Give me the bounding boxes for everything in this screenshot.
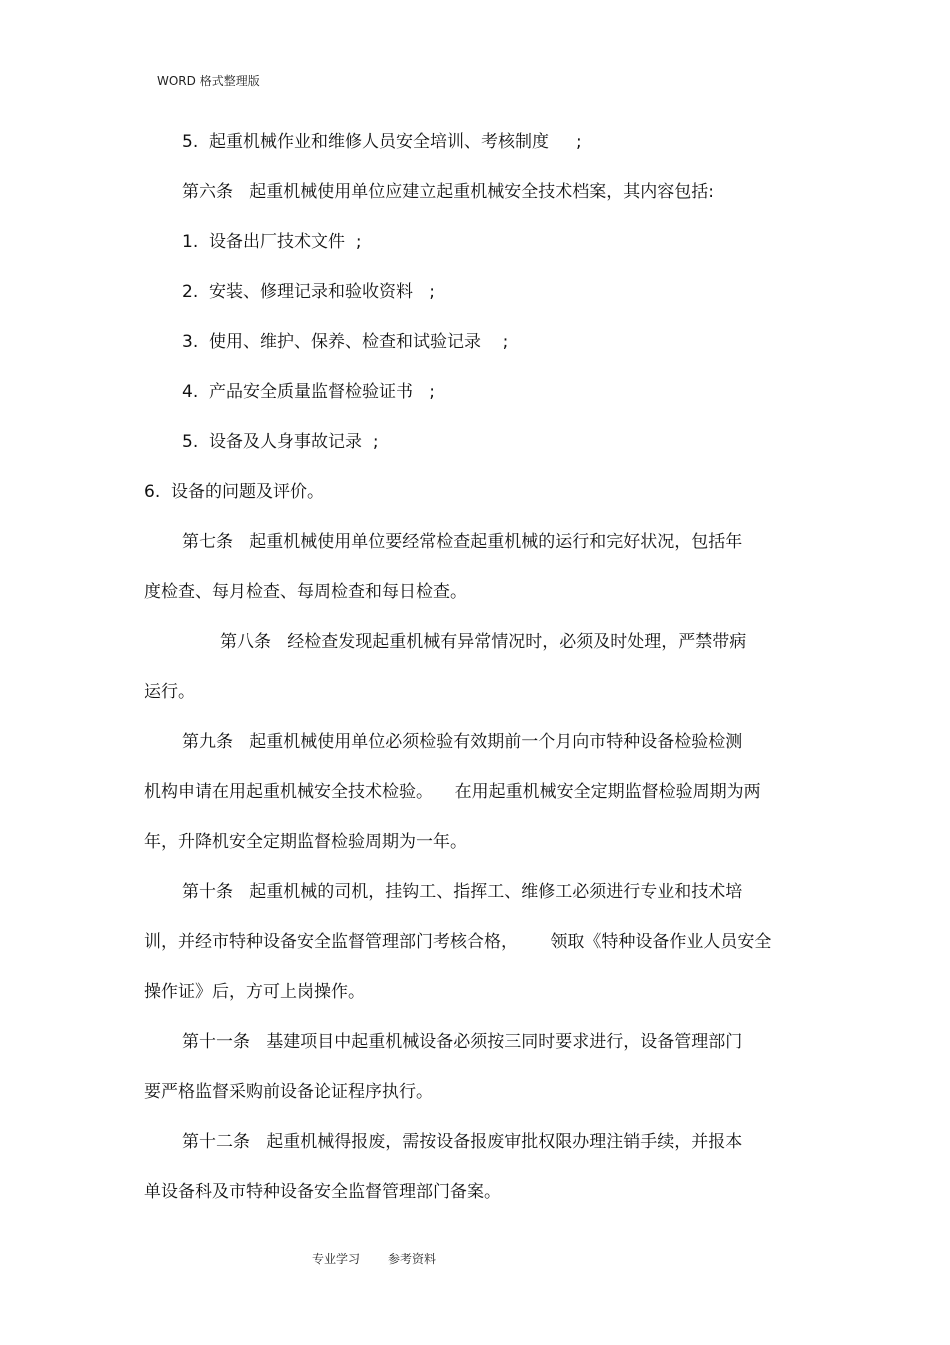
footer-right-label: 参考资料: [388, 1252, 437, 1266]
list-item: 4. 产品安全质量监督检验证书 ;: [182, 382, 435, 402]
list-item: 6. 设备的问题及评价。: [144, 482, 325, 502]
footer-left-label: 专业学习: [312, 1252, 361, 1266]
article-12-line: 第十二条 起重机械得报废，需按设备报废审批权限办理注销手续，并报本: [182, 1132, 743, 1152]
article-9-line: 年，升降机安全定期监督检验周期为一年。: [144, 832, 467, 852]
article-10-line: 操作证》后，方可上岗操作。: [144, 982, 365, 1002]
article-8-line: 第八条 经检查发现起重机械有异常情况时，必须及时处理，严禁带病: [220, 632, 747, 652]
article-7-line: 第七条 起重机械使用单位要经常检查起重机械的运行和完好状况，包括年: [182, 532, 743, 552]
article-9-line: 机构申请在用起重机械安全技术检验。 在用起重机械安全定期监督检验周期为两: [144, 782, 761, 802]
article-6-heading: 第六条 起重机械使用单位应建立起重机械安全技术档案，其内容包括:: [182, 182, 714, 202]
article-12-line: 单设备科及市特种设备安全监督管理部门备案。: [144, 1182, 501, 1202]
list-item: 2. 安装、修理记录和验收资料 ;: [182, 282, 435, 302]
page-header: WORD 格式整理版: [157, 74, 260, 88]
article-8-line: 运行。: [144, 682, 195, 702]
list-item: 5. 设备及人身事故记录 ;: [182, 432, 379, 452]
list-item: 3. 使用、维护、保养、检查和试验记录 ;: [182, 332, 509, 352]
article-7-line: 度检查、每月检查、每周检查和每日检查。: [144, 582, 467, 602]
article-10-line: 第十条 起重机械的司机，挂钩工、指挥工、维修工必须进行专业和技术培: [182, 882, 743, 902]
article-9-line: 第九条 起重机械使用单位必须检验有效期前一个月向市特种设备检验检测: [182, 732, 743, 752]
article-10-line: 训，并经市特种设备安全监督管理部门考核合格， 领取《特种设备作业人员安全: [144, 932, 772, 952]
list-item: 5. 起重机械作业和维修人员安全培训、考核制度 ;: [182, 132, 582, 152]
article-11-line: 要严格监督采购前设备论证程序执行。: [144, 1082, 433, 1102]
article-11-line: 第十一条 基建项目中起重机械设备必须按三同时要求进行，设备管理部门: [182, 1032, 743, 1052]
list-item: 1. 设备出厂技术文件 ;: [182, 232, 362, 252]
